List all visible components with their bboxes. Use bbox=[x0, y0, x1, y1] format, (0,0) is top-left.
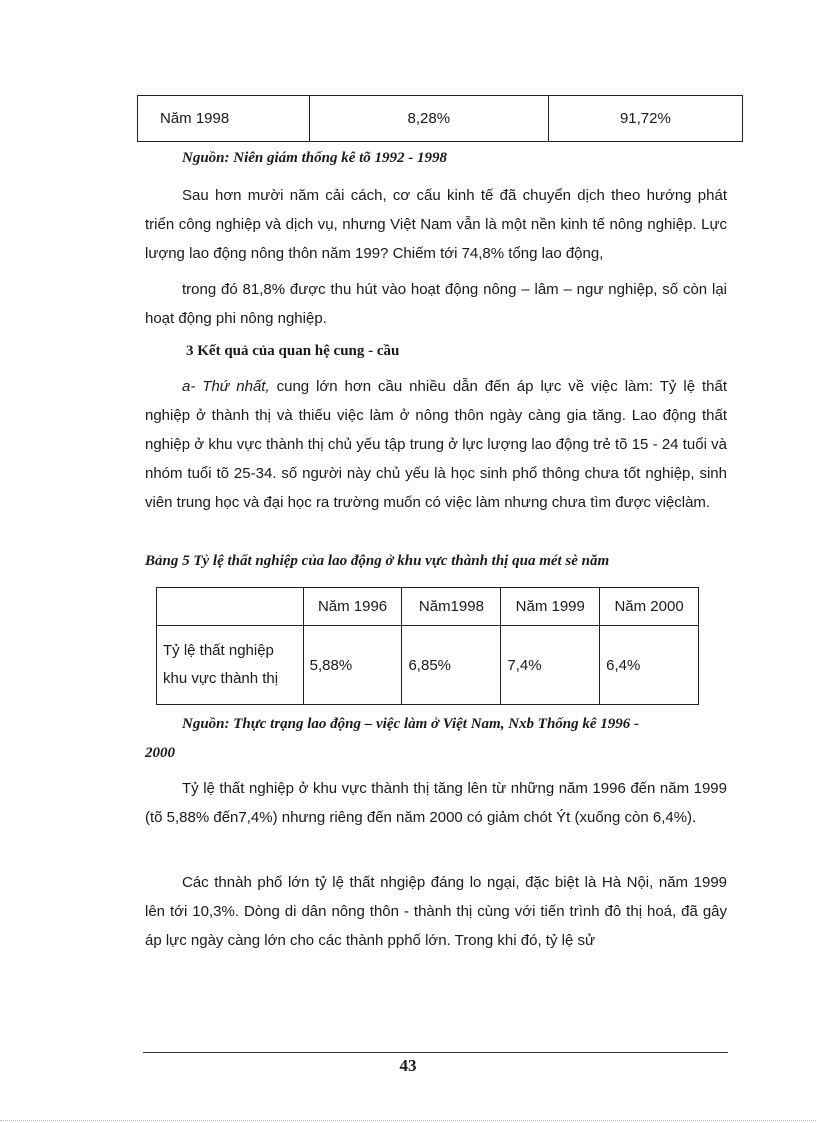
table-header-cell: Năm1998 bbox=[402, 588, 501, 626]
table-row-label: Tỷ lệ thất nghiệp khu vực thành thị bbox=[157, 626, 304, 705]
source-note: Nguồn: Thực trạng lao động – việc làm ở Việt Nam, Nxb Thống kê 1996 - bbox=[182, 716, 640, 732]
table-cell-year: Năm 1998 bbox=[138, 96, 310, 142]
table-cell-value: 91,72% bbox=[548, 96, 742, 142]
paragraph: Sau hơn mười năm cải cách, cơ cấu kinh tế đã chuyển dịch theo hướng phát triển công nghiệp và dịch vụ, nhưng Việt Nam vẫn là một nền kinh tế nông nghiệp. Lực lượng lao động nông thôn năm 199? Chiếm tới 74,8% tổng lao động, bbox=[145, 187, 727, 262]
unemployment-table bbox=[156, 587, 699, 705]
table-cell-value: 7,4% bbox=[501, 626, 600, 705]
page-number: 43 bbox=[399, 1056, 417, 1075]
footer-rule bbox=[143, 1052, 728, 1053]
table-row bbox=[138, 96, 743, 142]
table-header-row bbox=[157, 588, 699, 626]
table-header-cell bbox=[157, 588, 304, 626]
paragraph-lead: a- Thứ nhất, bbox=[182, 378, 270, 395]
paragraph: Tỷ lệ thất nghiệp ở khu vực thành thị tăng lên từ những năm 1996 đến năm 1999 (tõ 5,88% đến7,4%) nhưng riêng đến năm 2000 có giảm chót Ýt (xuống còn 6,4%). bbox=[145, 780, 727, 826]
table-cell-value: 5,88% bbox=[303, 626, 402, 705]
source-note-continued: 2000 bbox=[145, 745, 175, 761]
table-caption: Bảng 5 Tỷ lệ thất nghiệp của lao động ở khu vực thành thị qua mét sè năm bbox=[145, 553, 610, 569]
paragraph: Các thnàh phố lớn tỷ lệ thất nhgiệp đáng lo ngại, đặc biệt là Hà Nội, năm 1999 lên tới 10,3%. Dòng di dân nông thôn - thành thị cùng với tiến trình đô thị hoá, đã gây áp lực ngày càng lớn cho các thành pphố lớn. Trong khi đó, tỷ lệ sử bbox=[145, 874, 727, 949]
section-heading: 3 Kết quả của quan hệ cung - cầu bbox=[186, 343, 400, 359]
table-cell-value: 8,28% bbox=[309, 96, 548, 142]
table-continued bbox=[137, 95, 743, 142]
paragraph-text: cung lớn hơn cầu nhiều dẫn đến áp lực về việc làm: Tỷ lệ thất nghiệp ở thành thị và thiếu việc làm ở nông thôn ngày càng gia tăng. Lao động thất nghiệp ở khu vực thành thị chủ yếu tập trung ở lực lượng lao động trẻ tõ 15 - 24 tuổi và nhóm tuổi tõ 25-34. số người này chủ yếu là học sinh phổ thông chưa tốt nghiệp, sinh viên trung học và đại học ra trường muốn có việc làm nhưng chưa tìm được việclàm. bbox=[145, 378, 728, 511]
table-header-cell: Năm 2000 bbox=[600, 588, 699, 626]
table-row bbox=[157, 626, 699, 705]
page-edge-divider bbox=[0, 1120, 816, 1121]
table-header-cell: Năm 1996 bbox=[303, 588, 402, 626]
table-cell-value: 6,85% bbox=[402, 626, 501, 705]
table-cell-value: 6,4% bbox=[600, 626, 699, 705]
table-header-cell: Năm 1999 bbox=[501, 588, 600, 626]
paragraph: trong đó 81,8% được thu hút vào hoạt động nông – lâm – ngư nghiệp, số còn lại hoạt động phi nông nghiệp. bbox=[145, 281, 727, 327]
source-note: Nguồn: Niên giám thống kê tõ 1992 - 1998 bbox=[182, 150, 448, 166]
paragraph bbox=[145, 372, 727, 517]
